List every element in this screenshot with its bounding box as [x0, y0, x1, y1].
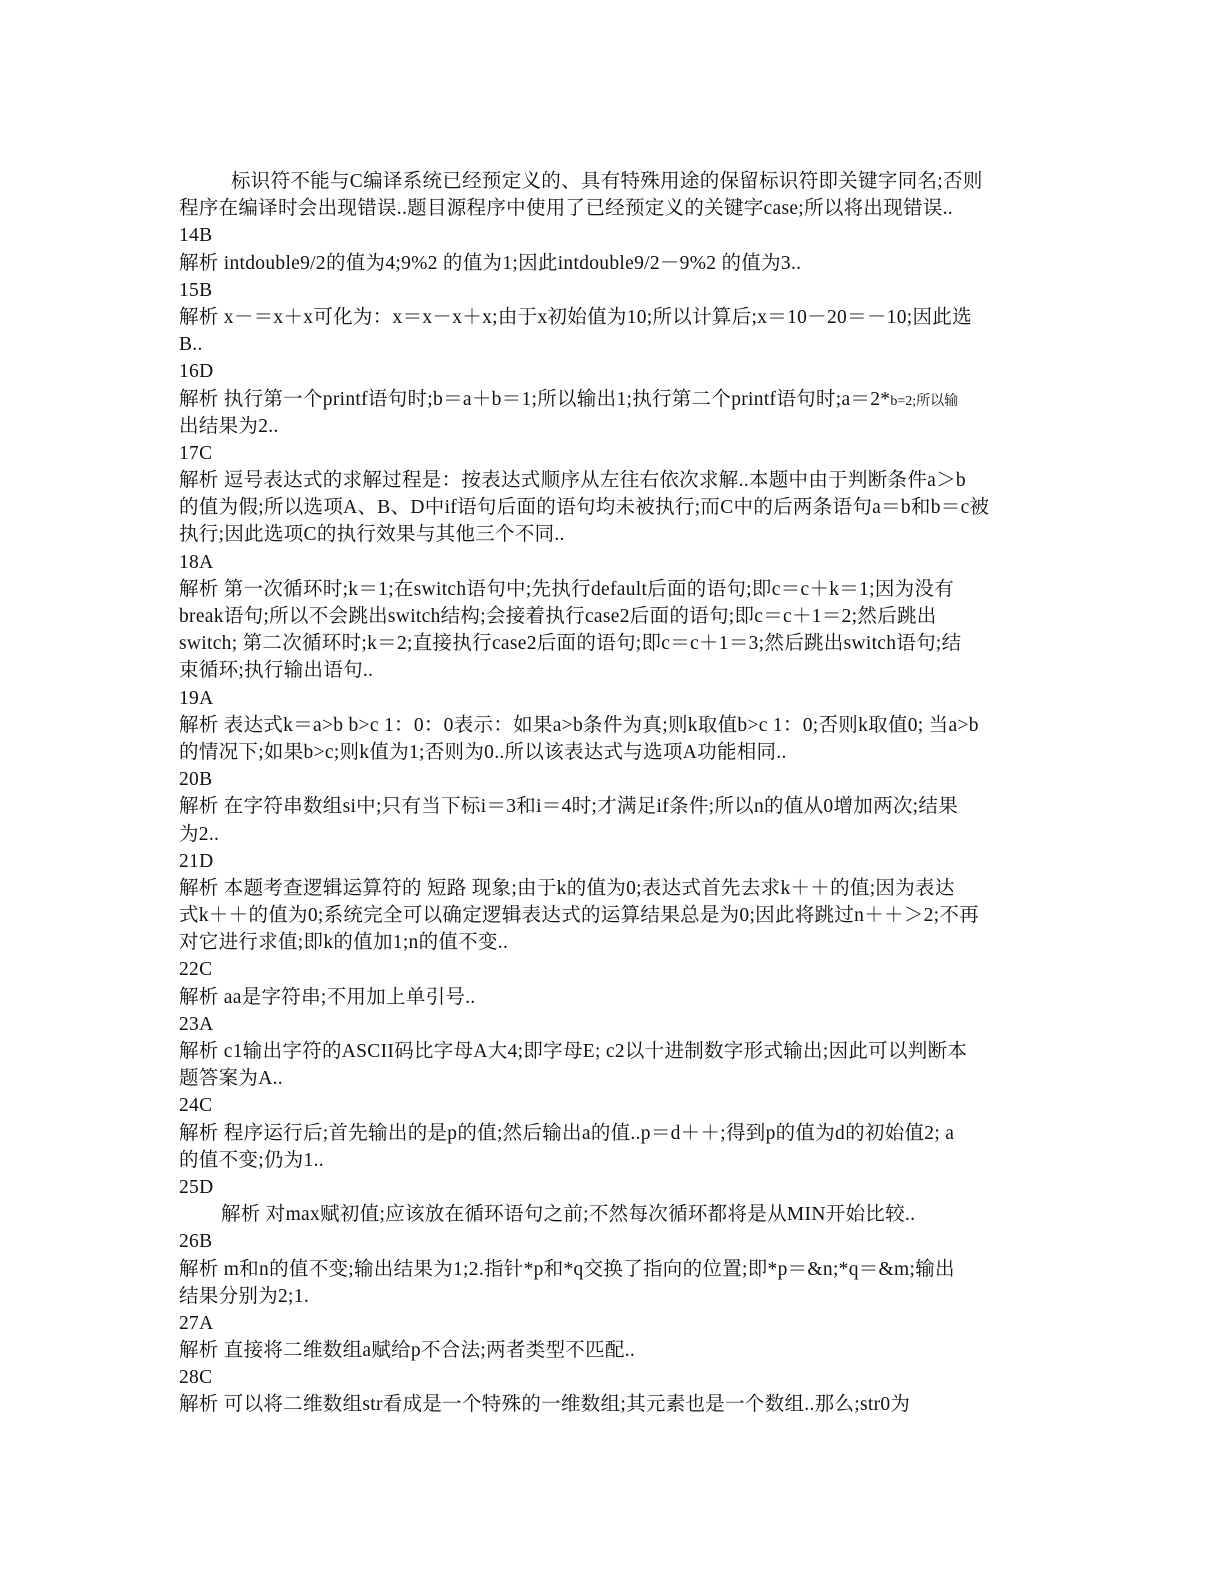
answer-heading-17: 17C — [179, 442, 213, 464]
paragraph-line: 程序在编译时会出现错误..题目源程序中使用了已经预定义的关键字case;所以将出现错误.. — [179, 198, 953, 220]
explanation-line: 为2.. — [179, 823, 220, 845]
answer-heading-16: 16D — [179, 361, 214, 383]
explanation-line: 解析 逗号表达式的求解过程是：按表达式顺序从左往右依次求解..本题中由于判断条件a＞b — [179, 470, 966, 492]
answer-heading-21: 21D — [179, 850, 214, 872]
explanation-line: 解析 aa是字符串;不用加上单引号.. — [179, 986, 476, 1008]
explanation-line: 解析 直接将二维数组a赋给p不合法;两者类型不匹配.. — [179, 1340, 636, 1362]
answer-heading-19: 19A — [179, 687, 214, 709]
explanation-text: 解析 执行第一个printf语句时;b＝a＋b＝1;所以输出1;执行第二个printf语句时;a＝2* — [179, 388, 891, 410]
explanation-line: 解析 在字符串数组si中;只有当下标i＝3和i＝4时;才满足if条件;所以n的值从0增加两次;结果 — [179, 796, 958, 818]
explanation-line: 束循环;执行输出语句.. — [179, 660, 374, 682]
explanation-line: 解析 intdouble9/2的值为4;9%2 的值为1;因此intdouble9/2－9%2 的值为3.. — [179, 252, 802, 274]
answer-heading-14: 14B — [179, 225, 213, 247]
explanation-line: 的情况下;如果b>c;则k值为1;否则为0..所以该表达式与选项A功能相同.. — [179, 741, 787, 763]
answer-heading-24: 24C — [179, 1095, 213, 1117]
answer-heading-20: 20B — [179, 769, 213, 791]
answer-heading-27: 27A — [179, 1312, 214, 1334]
explanation-line: 解析 对max赋初值;应该放在循环语句之前;不然每次循环都将是从MIN开始比较.. — [221, 1204, 916, 1226]
answer-heading-22: 22C — [179, 959, 213, 981]
answer-heading-28: 28C — [179, 1367, 213, 1389]
explanation-line: 解析 表达式k＝a>b b>c 1：0：0表示：如果a>b条件为真;则k取值b>c 1：0;否则k取值0; 当a>b — [179, 714, 979, 736]
answer-explanations — [179, 168, 1039, 1419]
answer-heading-23: 23A — [179, 1013, 214, 1035]
explanation-line: 执行;因此选项C的执行效果与其他三个不同.. — [179, 524, 565, 546]
answer-heading-18: 18A — [179, 551, 214, 573]
explanation-line: 解析 m和n的值不变;输出结果为1;2.指针*p和*q交换了指向的位置;即*p＝&n;*q＝&m;输出 — [179, 1258, 955, 1280]
answer-heading-15: 15B — [179, 279, 213, 301]
explanation-line: switch; 第二次循环时;k＝2;直接执行case2后面的语句;即c＝c＋1＝3;然后跳出switch语句;结 — [179, 633, 962, 655]
paragraph-line: 标识符不能与C编译系统已经预定义的、具有特殊用途的保留标识符即关键字同名;否则 — [231, 171, 983, 192]
explanation-line: 结果分别为2;1. — [179, 1285, 309, 1307]
explanation-line — [179, 386, 1039, 413]
explanation-line: 题答案为A.. — [179, 1068, 283, 1090]
explanation-line: 解析 x－＝x＋x可化为：x＝x－x＋x;由于x初始值为10;所以计算后;x＝10－20＝－10;因此选 — [179, 306, 972, 328]
explanation-line: 出结果为2.. — [179, 415, 279, 437]
explanation-line: 解析 本题考查逻辑运算符的 短路 现象;由于k的值为0;表达式首先去求k＋＋的值;因为表达 — [179, 877, 955, 899]
explanation-line: 的值为假;所以选项A、B、D中if语句后面的语句均未被执行;而C中的后两条语句a＝b和b＝c被 — [179, 497, 990, 519]
explanation-line: 解析 c1输出字符的ASCII码比字母A大4;即字母E; c2以十进制数字形式输出;因此可以判断本 — [179, 1041, 968, 1062]
explanation-line: 的值不变;仍为1.. — [179, 1149, 324, 1171]
explanation-line: break语句;所以不会跳出switch结构;会接着执行case2后面的语句;即c＝c＋1＝2;然后跳出 — [179, 606, 937, 627]
explanation-line: 式k＋＋的值为0;系统完全可以确定逻辑表达式的运算结果总是为0;因此将跳过n＋＋＞2;不再 — [179, 905, 980, 927]
answer-heading-25: 25D — [179, 1176, 214, 1198]
answer-heading-26: 26B — [179, 1231, 213, 1253]
explanation-line: 对它进行求值;即k的值加1;n的值不变.. — [179, 932, 509, 954]
explanation-line: 解析 程序运行后;首先输出的是p的值;然后输出a的值..p＝d＋＋;得到p的值为d的初始值2; a — [179, 1122, 955, 1144]
explanation-line: B.. — [179, 334, 203, 356]
explanation-line: 解析 第一次循环时;k＝1;在switch语句中;先执行default后面的语句;即c＝c＋k＝1;因为没有 — [179, 578, 955, 600]
explanation-line: 解析 可以将二维数组str看成是一个特殊的一维数组;其元素也是一个数组..那么;str0为 — [179, 1394, 911, 1416]
explanation-tail: b=2;所以输 — [890, 393, 959, 409]
